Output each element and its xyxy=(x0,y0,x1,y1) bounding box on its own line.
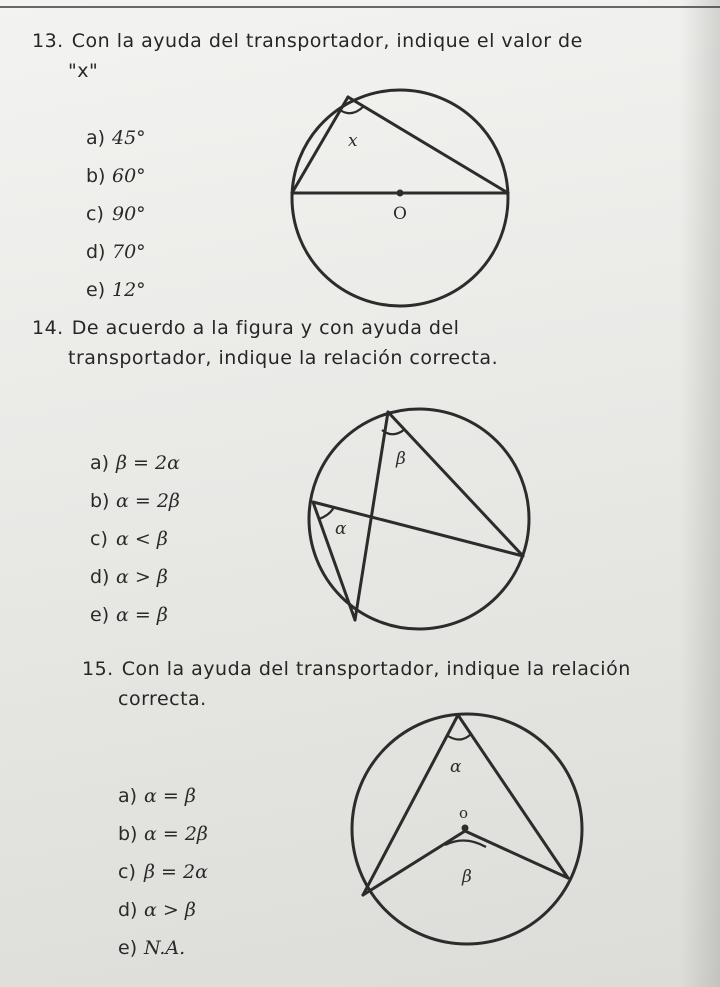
option-value: α = β xyxy=(144,785,196,807)
stem-line-1: Con la ayuda del transportador, indique el valor de xyxy=(71,30,583,52)
option-letter: c) xyxy=(90,528,108,550)
option-letter: d) xyxy=(86,241,106,263)
alpha-label: α xyxy=(450,757,462,777)
question-number: 14. xyxy=(32,317,64,339)
stem-line-2: transportador, indique la relación correcta. xyxy=(68,347,499,369)
option-value: 70° xyxy=(112,241,146,263)
stem-line-1: De acuerdo a la figura y con ayuda del xyxy=(71,317,460,339)
question-number: 15. xyxy=(82,658,114,680)
option-letter: e) xyxy=(118,937,138,959)
center-point xyxy=(462,825,469,832)
option-value: 90° xyxy=(112,203,146,225)
chord-alpha-left xyxy=(363,715,458,895)
option-value: 60° xyxy=(112,165,146,187)
option-a[interactable] xyxy=(118,777,208,815)
option-value: α > β xyxy=(144,899,196,921)
option-letter: a) xyxy=(86,127,106,149)
beta-angle-arc xyxy=(445,840,486,847)
stem-line-1: Con la ayuda del transportador, indique la relación xyxy=(121,658,631,680)
option-letter: b) xyxy=(90,490,110,512)
option-letter: d) xyxy=(118,899,138,921)
option-value: α < β xyxy=(116,528,168,550)
option-letter: b) xyxy=(86,165,106,187)
alpha-label: α xyxy=(335,519,347,539)
option-value: β = 2α xyxy=(116,452,180,474)
option-b[interactable] xyxy=(118,815,208,853)
option-c[interactable] xyxy=(118,853,208,891)
option-e[interactable] xyxy=(118,929,208,967)
stem-line-2: "x" xyxy=(68,60,99,82)
option-letter: c) xyxy=(118,861,136,883)
beta-label: β xyxy=(462,867,472,887)
option-letter: c) xyxy=(86,203,104,225)
center-o-label: o xyxy=(459,804,469,822)
option-letter: e) xyxy=(86,279,106,301)
answer-options xyxy=(118,777,208,967)
option-value: α = β xyxy=(116,604,168,626)
option-letter: b) xyxy=(118,823,138,845)
option-value: α > β xyxy=(116,566,168,588)
option-value: α = 2β xyxy=(116,490,180,512)
figure-15-circle-diagram xyxy=(346,710,588,950)
option-letter: a) xyxy=(90,452,110,474)
option-value: β = 2α xyxy=(144,861,208,883)
option-letter: e) xyxy=(90,604,110,626)
option-value: 45° xyxy=(112,127,146,149)
angle-x-label: x xyxy=(348,131,358,151)
alpha-angle-arc xyxy=(448,734,471,740)
option-letter: a) xyxy=(118,785,138,807)
center-o-label: O xyxy=(393,204,407,224)
question-number: 13. xyxy=(32,30,64,52)
question-15-stem xyxy=(82,654,702,714)
option-letter: d) xyxy=(90,566,110,588)
stem-line-2: correcta. xyxy=(118,688,207,710)
beta-label: β xyxy=(396,449,406,469)
option-value: 12° xyxy=(112,279,146,301)
option-value: N.A. xyxy=(144,937,186,959)
option-d[interactable] xyxy=(118,891,208,929)
option-value: α = 2β xyxy=(144,823,208,845)
